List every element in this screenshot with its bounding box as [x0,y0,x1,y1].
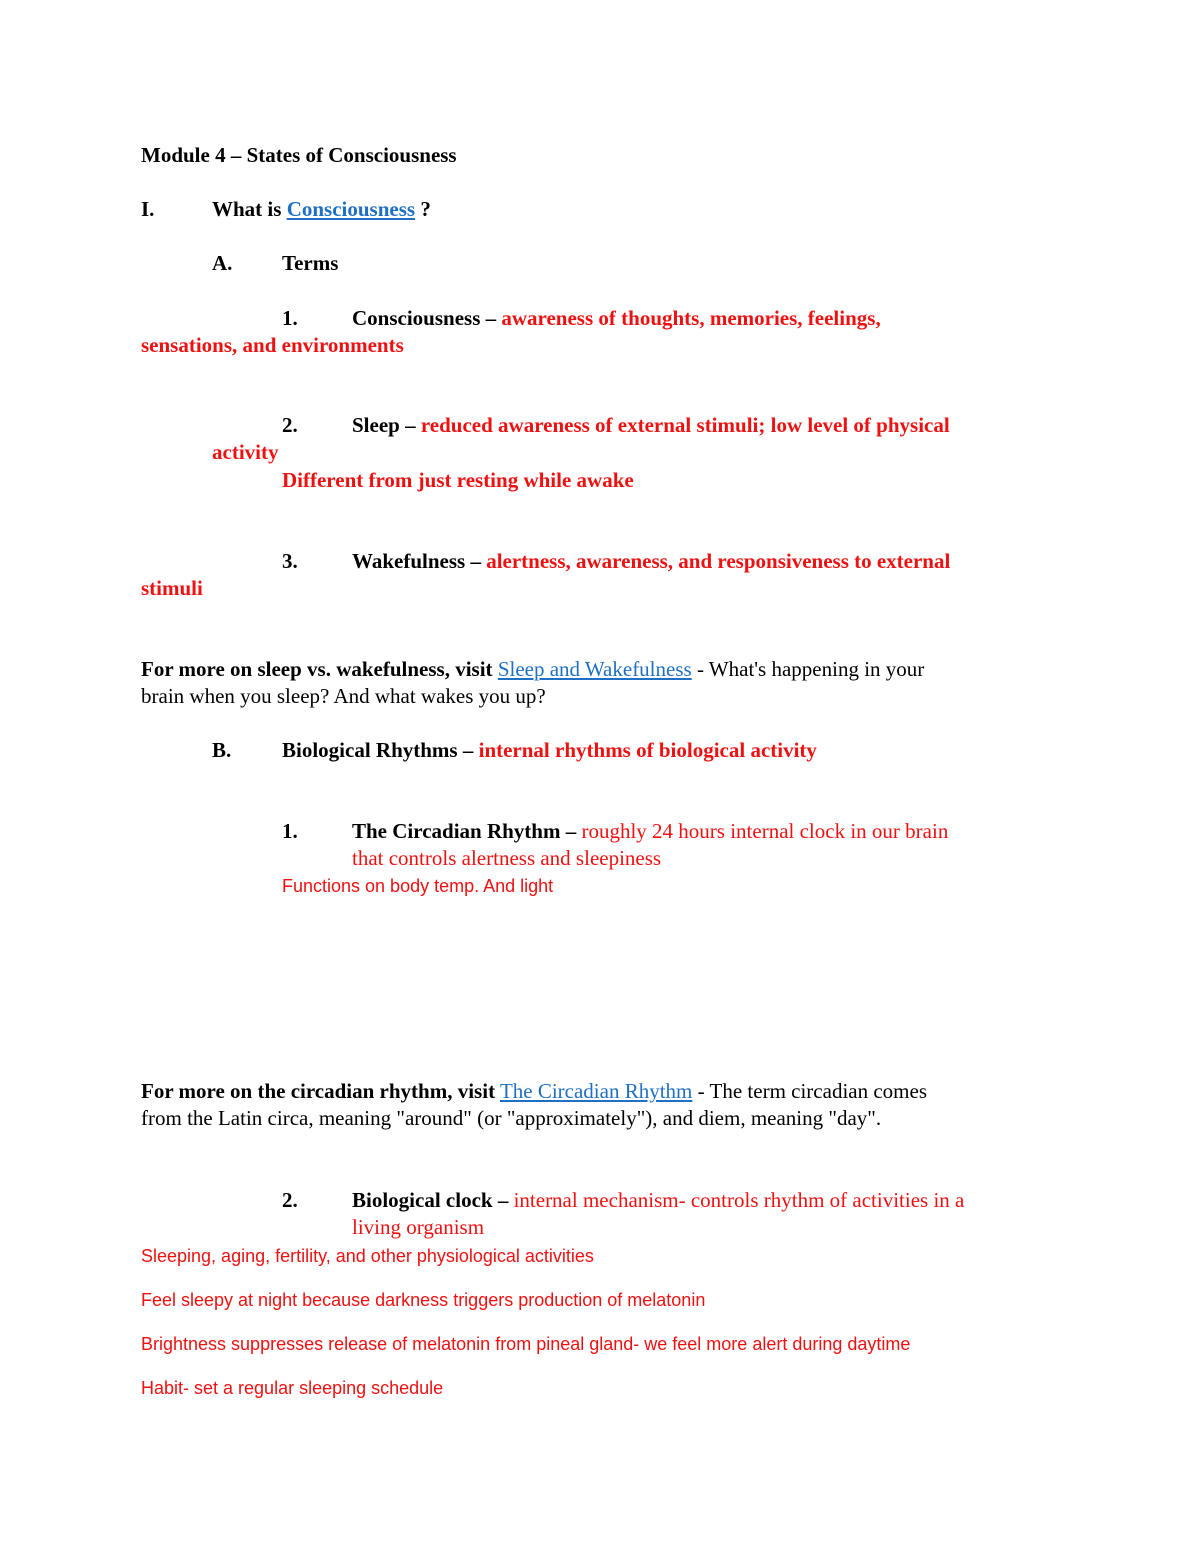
circadian-rhythm-link[interactable]: The Circadian Rhythm [499,1079,693,1103]
circadian-line1 [352,818,948,845]
term-2-label: Sleep – [352,413,416,437]
term-2-definition-cont: activity [212,440,279,464]
term-1-definition-cont: sensations, and environments [141,333,404,357]
term-2-line1 [352,412,950,439]
circadian-term: The Circadian Rhythm – [352,819,577,843]
section-b-heading: Biological Rhythms – [282,738,474,762]
circadian-number: 1. [282,819,298,843]
section-i-number: I. [141,197,155,221]
page-title: Module 4 – States of Consciousness [141,143,457,167]
term-1-definition: awareness of thoughts, memories, feelings, [501,306,881,330]
more-circadian-lead: For more on the circadian rhythm, visit [141,1079,496,1103]
term-3-line1 [352,548,950,575]
term-1-line1 [352,305,881,332]
circadian-definition: roughly 24 hours internal clock in our brain [581,819,949,843]
term-3-definition-cont: stimuli [141,576,203,600]
section-i-suffix: ? [415,197,431,221]
clock-definition-cont: living organism [352,1215,485,1239]
more-sleep-line2: brain when you sleep? And what wakes you up? [141,684,546,708]
section-i-prefix: What is [212,197,287,221]
section-b-line [282,737,817,764]
clock-note-1: Sleeping, aging, fertility, and other physiological activities [141,1246,594,1266]
term-3-label: Wakefulness – [352,549,481,573]
section-b-letter: B. [212,738,232,762]
clock-note-4: Habit- set a regular sleeping schedule [141,1378,444,1398]
clock-note-2: Feel sleepy at night because darkness triggers production of melatonin [141,1290,706,1310]
section-a-heading: Terms [282,251,339,275]
term-2-number: 2. [282,413,298,437]
clock-note-3: Brightness suppresses release of melatonin from pineal gland- we feel more alert during daytime [141,1334,911,1354]
more-sleep-lead: For more on sleep vs. wakefulness, visit [141,657,493,681]
section-b-definition: internal rhythms of biological activity [478,738,817,762]
clock-term: Biological clock – [352,1188,509,1212]
term-2-note: Different from just resting while awake [282,468,634,492]
section-a-letter: A. [212,251,233,275]
consciousness-link[interactable]: Consciousness [286,197,416,221]
term-3-definition: alertness, awareness, and responsiveness to external [486,549,951,573]
more-circadian-line2: from the Latin circa, meaning "around" (or "approximately"), and diem, meaning "day". [141,1106,882,1130]
section-i-heading [212,196,431,223]
term-2-definition: reduced awareness of external stimuli; low level of physical [420,413,950,437]
circadian-definition-cont: that controls alertness and sleepiness [352,846,662,870]
term-3-number: 3. [282,549,298,573]
clock-definition: internal mechanism- controls rhythm of activities in a [513,1188,965,1212]
term-1-label: Consciousness – [352,306,497,330]
circadian-note: Functions on body temp. And light [282,876,554,896]
more-circadian-rest: - The term circadian comes [697,1079,927,1103]
clock-line1 [352,1187,964,1214]
sleep-wakefulness-link[interactable]: Sleep and Wakefulness [497,657,692,681]
more-circadian-line1 [141,1078,927,1105]
term-1-number: 1. [282,306,298,330]
more-sleep-rest: - What's happening in your [696,657,925,681]
clock-number: 2. [282,1188,298,1212]
more-sleep-line1 [141,656,924,683]
